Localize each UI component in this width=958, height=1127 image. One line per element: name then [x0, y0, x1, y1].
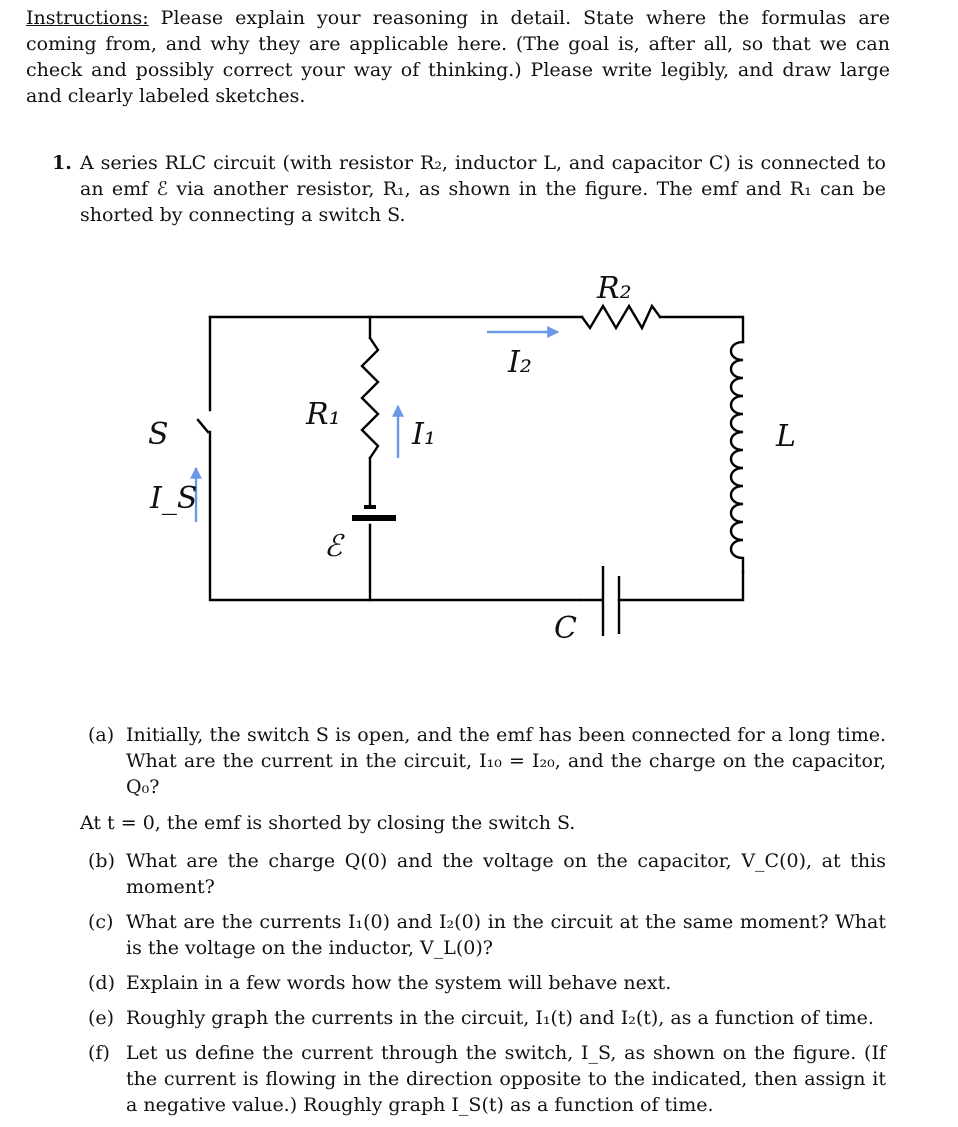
part-e [80, 1005, 886, 1031]
part-c-text: What are the currents I₁(0) and I₂(0) in the circuit at the same moment? What is the voltage on the inductor, V_L(0)? [126, 911, 886, 959]
part-b-text: What are the charge Q(0) and the voltage on the capacitor, V_C(0), at this moment? [126, 850, 886, 898]
part-b-label: (b) [88, 850, 115, 872]
part-f-text: Let us define the current through the switch, I_S, as shown on the figure. (If the current is flowing in the direction opposite to the indicated, then assign it a negative value.) Roughly graph I_S(t) as a function of time. [126, 1042, 886, 1116]
label-c: C [554, 611, 577, 646]
instructions-text: Please explain your reasoning in detail. State where the formulas are coming from, and why they are applicable here. (The goal is, after all, so that we can check and possibly correct your way of thinking.) Please write legibly, and draw large and clearly labeled sketches. [26, 7, 890, 107]
part-d [80, 970, 886, 996]
emf-battery [352, 507, 396, 518]
label-r2: R₂ [597, 271, 632, 306]
label-i1: I₁ [412, 417, 436, 452]
wire-top [210, 317, 743, 342]
label-l: L [776, 419, 796, 454]
resistor-r1 [362, 338, 378, 458]
part-b [80, 848, 886, 900]
circuit-figure [100, 260, 860, 660]
label-is: I_S [150, 481, 198, 516]
part-a-text: Initially, the switch S is open, and the emf has been connected for a long time. What are the current in the circuit, I₁₀ = I₂₀, and the charge on the capacitor, Q₀? [126, 724, 886, 798]
part-f [80, 1040, 886, 1118]
part-d-label: (d) [88, 972, 115, 994]
instructions [26, 5, 890, 109]
label-r1: R₁ [306, 397, 341, 432]
part-e-text: Roughly graph the currents in the circuit, I₁(t) and I₂(t), as a function of time. [126, 1007, 874, 1029]
parts-list [80, 722, 886, 1127]
part-a-label: (a) [88, 724, 115, 746]
switch-s [198, 420, 208, 432]
part-d-text: Explain in a few words how the system will behave next. [126, 972, 672, 994]
problem-statement: A series RLC circuit (with resistor R₂, inductor L, and capacitor C) is connected to an emf ℰ via another resistor, R₁, as shown in the figure. The emf and R₁ can be shorted by connecting a switch S. [80, 152, 886, 226]
wire-left-bottom [210, 432, 743, 600]
label-s: S [148, 417, 169, 452]
label-i2: I₂ [508, 345, 532, 380]
instructions-label: Instructions: [26, 7, 149, 29]
label-emf: ℰ [324, 529, 343, 564]
mid-text: At t = 0, the emf is shorted by closing the switch S. [80, 812, 576, 834]
capacitor-c [580, 566, 619, 636]
inductor-l [731, 342, 743, 572]
resistor-r2 [582, 306, 660, 328]
part-a [80, 722, 886, 800]
problem-1 [52, 150, 886, 228]
problem-number: 1. [52, 152, 72, 174]
part-e-label: (e) [88, 1007, 115, 1029]
part-c-label: (c) [88, 911, 114, 933]
part-f-label: (f) [88, 1042, 110, 1064]
part-c [80, 909, 886, 961]
